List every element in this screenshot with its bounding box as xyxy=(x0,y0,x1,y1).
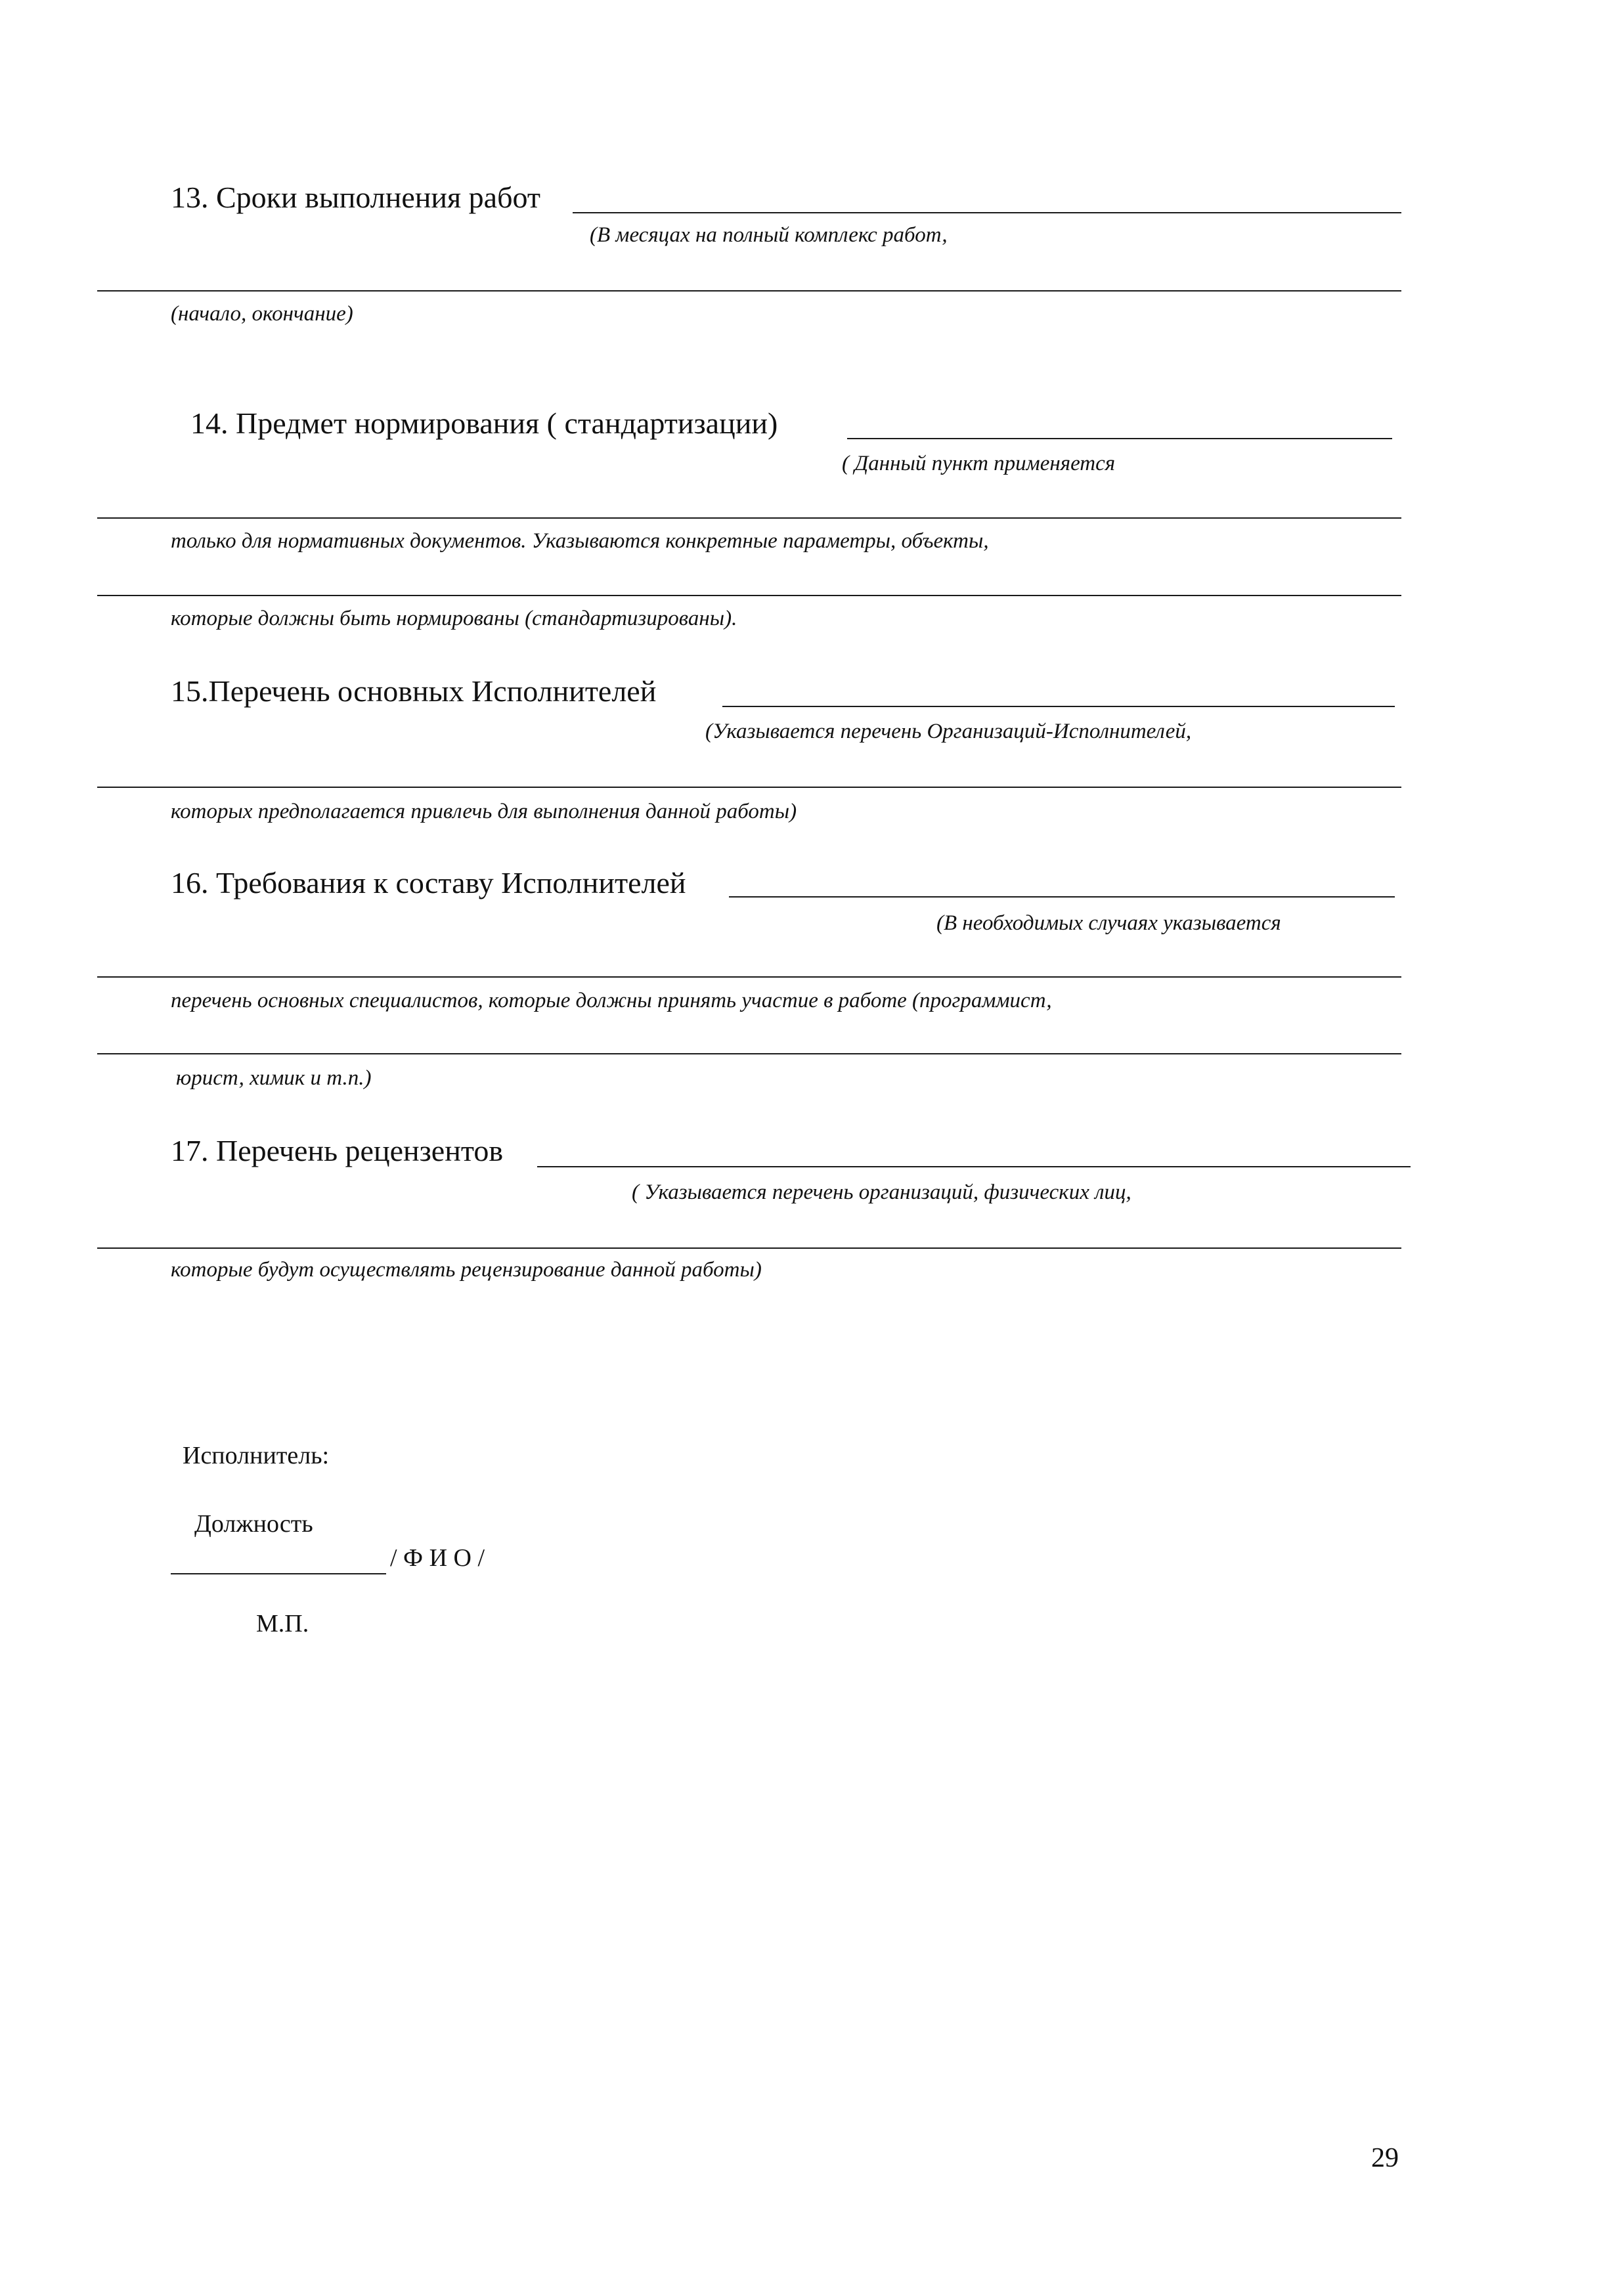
item-14-fill-line[interactable] xyxy=(847,438,1392,439)
item-13-fill-line-2[interactable] xyxy=(97,290,1401,292)
item-17-hint-2: которые будут осуществлять рецензирование данной работы) xyxy=(171,1258,762,1282)
item-17-hint-1: ( Указывается перечень организаций, физических лиц, xyxy=(632,1180,1131,1204)
item-14-hint-2: только для нормативных документов. Указываются конкретные параметры, объекты, xyxy=(171,529,989,553)
page-number: 29 xyxy=(1371,2143,1399,2173)
item-16-fill-line-3[interactable] xyxy=(97,1053,1401,1054)
item-17-fill-line[interactable] xyxy=(537,1166,1411,1167)
item-13-fill-line[interactable] xyxy=(573,212,1401,213)
item-13-label: 13. Сроки выполнения работ xyxy=(171,181,540,214)
item-14-hint-3: которые должны быть нормированы (стандартизированы). xyxy=(171,607,737,630)
item-16-fill-line-2[interactable] xyxy=(97,976,1401,978)
item-16-hint-2: перечень основных специалистов, которые должны принять участие в работе (программист, xyxy=(171,989,1052,1012)
name-label: / Ф И О / xyxy=(390,1544,485,1572)
item-14-label: 14. Предмет нормирования ( стандартизации) xyxy=(190,406,778,440)
item-15-label: 15.Перечень основных Исполнителей xyxy=(171,674,657,708)
item-14-hint-1: ( Данный пункт применяется xyxy=(842,452,1116,475)
stamp-label: М.П. xyxy=(256,1610,309,1637)
item-14-fill-line-2[interactable] xyxy=(97,517,1401,519)
item-14-fill-line-3[interactable] xyxy=(97,595,1401,596)
item-16-label: 16. Требования к составу Исполнителей xyxy=(171,866,686,899)
item-13-hint-2: (начало, окончание) xyxy=(171,302,353,326)
item-15-hint-2: которых предполагается привлечь для выполнения данной работы) xyxy=(171,800,797,823)
item-15-fill-line-2[interactable] xyxy=(97,787,1401,788)
item-15-hint-1: (Указывается перечень Организаций-Исполнителей, xyxy=(705,720,1192,743)
position-label: Должность xyxy=(194,1510,313,1538)
executor-label: Исполнитель: xyxy=(183,1442,330,1469)
item-16-hint-1: (В необходимых случаях указывается xyxy=(936,911,1281,935)
item-16-fill-line[interactable] xyxy=(729,896,1395,898)
item-17-fill-line-2[interactable] xyxy=(97,1247,1401,1249)
item-13-hint-1: (В месяцах на полный комплекс работ, xyxy=(590,223,948,247)
item-17-label: 17. Перечень рецензентов xyxy=(171,1134,504,1167)
signature-line[interactable] xyxy=(171,1573,386,1574)
item-16-hint-3: юрист, химик и т.п.) xyxy=(176,1066,372,1090)
item-15-fill-line[interactable] xyxy=(722,706,1395,707)
